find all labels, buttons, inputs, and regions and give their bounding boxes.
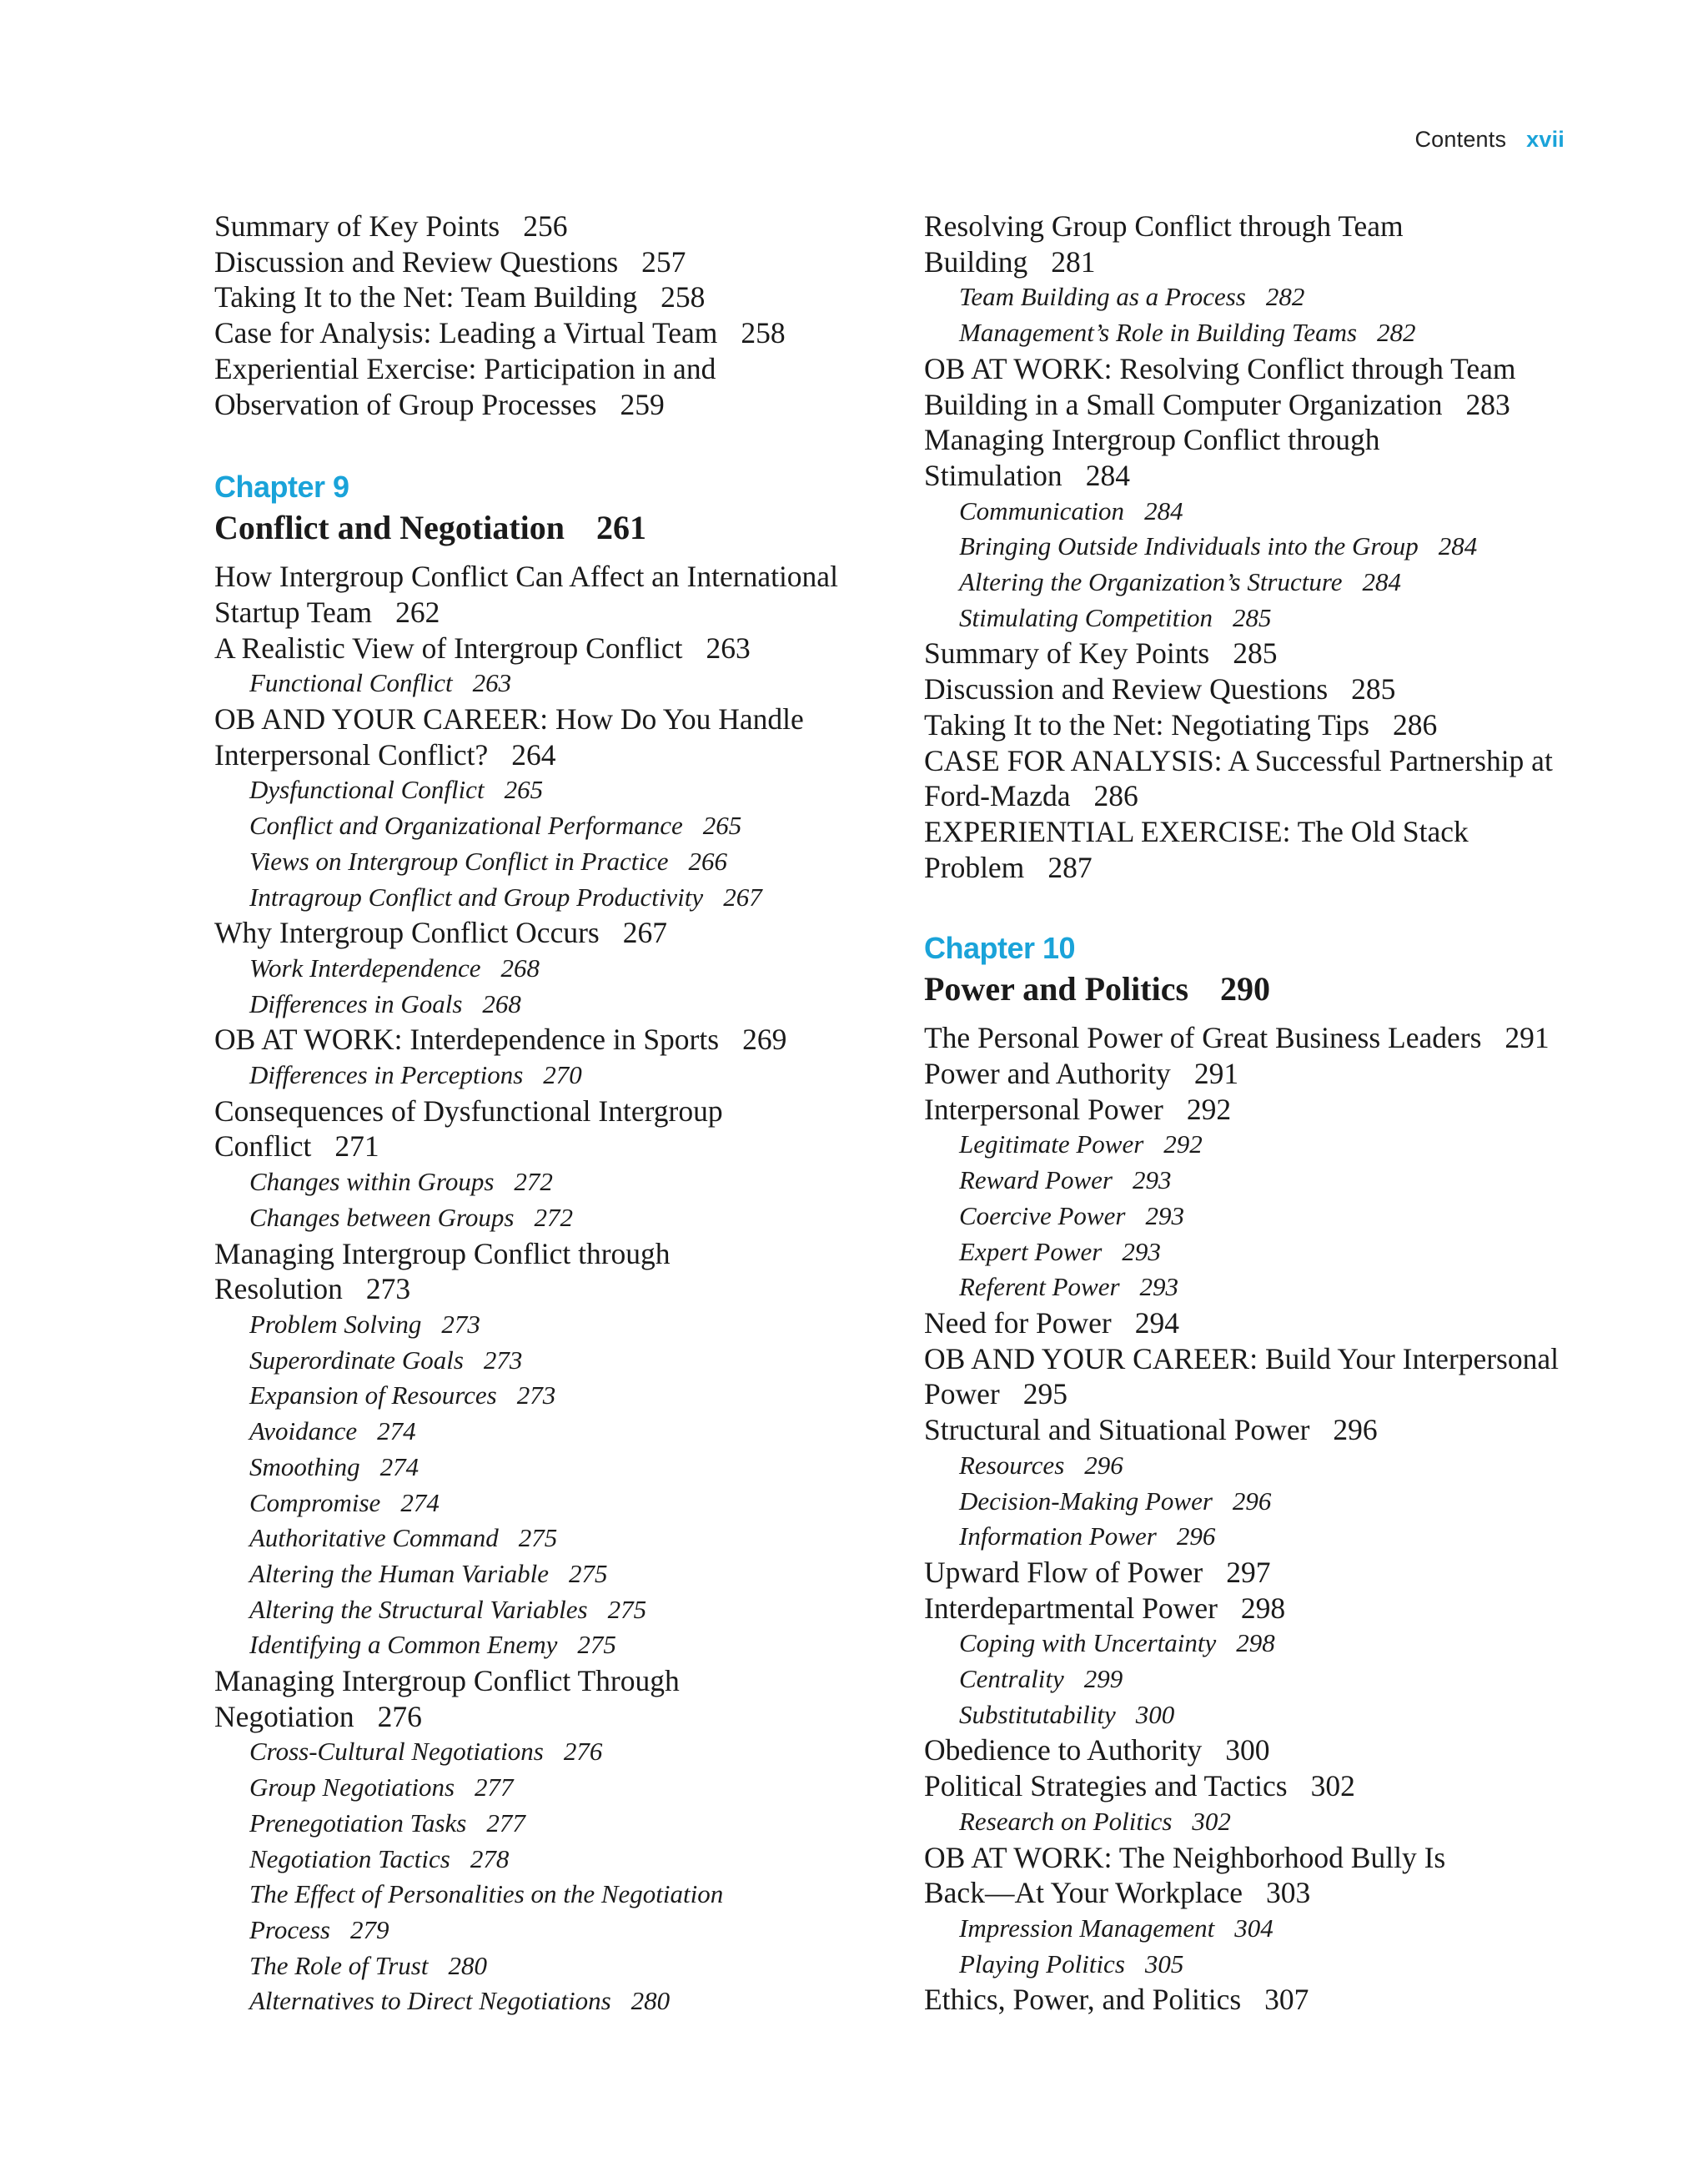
toc-entry-title: OB AT WORK: Resolving Conflict through Team	[924, 351, 1516, 385]
toc-entry	[924, 209, 1591, 244]
toc-entry-title: Communication	[959, 495, 1125, 525]
toc-entry-page: 258	[661, 280, 706, 314]
toc-entry	[924, 636, 1591, 671]
toc-entry-page: 259	[620, 387, 665, 421]
toc-entry-title: Stimulating Competition	[959, 602, 1213, 632]
toc-subentry	[924, 1199, 1591, 1234]
toc-entry-title: Upward Flow of Power	[924, 1555, 1203, 1589]
toc-entry-page: 263	[706, 631, 751, 665]
toc-entry	[924, 387, 1591, 423]
toc-entry-page: 291	[1505, 1021, 1550, 1055]
toc-entry	[924, 1840, 1591, 1876]
toc-entry-page: 275	[607, 1594, 647, 1624]
toc-entry	[214, 1699, 865, 1735]
chapter-label: Chapter 10	[924, 931, 1076, 966]
toc-entry-page: 286	[1392, 707, 1438, 742]
toc-entry-page: 277	[486, 1807, 525, 1838]
toc-entry-page: 285	[1232, 602, 1272, 632]
toc-entry-page: 300	[1225, 1733, 1270, 1767]
toc-entry-page: 293	[1122, 1236, 1161, 1266]
toc-subentry	[214, 1521, 865, 1556]
toc-entry-page: 285	[1351, 672, 1396, 706]
toc-entry-title: Decision-Making Power	[959, 1486, 1213, 1516]
toc-entry-page: 276	[377, 1699, 422, 1733]
toc-entry-title: Problem	[924, 850, 1025, 884]
toc-entry	[924, 1732, 1591, 1768]
toc-subentry	[924, 1519, 1591, 1555]
toc-entry-title: Negotiation Tactics	[249, 1843, 450, 1873]
toc-entry-page: 291	[1193, 1057, 1239, 1091]
toc-entry-title: Impression Management	[959, 1913, 1215, 1943]
toc-entry-title: Functional Conflict	[249, 668, 453, 698]
toc-entry-title: Smoothing	[249, 1451, 360, 1481]
toc-entry	[924, 1591, 1591, 1626]
toc-entry-page: 302	[1310, 1769, 1355, 1803]
toc-entry-title: Startup Team	[214, 595, 373, 629]
toc-entry-page: 267	[622, 916, 667, 950]
chapter-9-entries	[214, 559, 865, 2019]
toc-entry-title: Taking It to the Net: Negotiating Tips	[924, 707, 1369, 742]
toc-entry-title: Work Interdependence	[249, 953, 481, 983]
toc-entry-page: 307	[1264, 1983, 1309, 2017]
toc-entry-page: 268	[482, 988, 521, 1018]
toc-entry-page: 273	[365, 1272, 411, 1306]
toc-entry-title: Differences in Perceptions	[249, 1060, 524, 1090]
toc-subentry	[924, 1484, 1591, 1520]
toc-entry	[924, 671, 1591, 707]
toc-entry-title: Problem Solving	[249, 1309, 422, 1339]
toc-entry-page: 294	[1134, 1305, 1180, 1340]
toc-entry-title: Need for Power	[924, 1305, 1112, 1340]
toc-entry-page: 303	[1266, 1876, 1311, 1910]
toc-entry-title: Superordinate Goals	[249, 1345, 464, 1375]
toc-entry	[214, 1129, 865, 1164]
toc-entry-page: 292	[1186, 1092, 1232, 1126]
toc-subentry	[924, 1234, 1591, 1270]
toc-entry-title: Taking It to the Net: Team Building	[214, 280, 638, 314]
toc-entry-title: OB AND YOUR CAREER: Build Your Interpersonal	[924, 1341, 1559, 1375]
toc-entry-page: 273	[483, 1345, 523, 1375]
toc-subentry	[214, 844, 865, 880]
toc-entry-page: 286	[1093, 779, 1138, 813]
toc-entry-title: Ford-Mazda	[924, 779, 1071, 813]
toc-entry-page: 299	[1083, 1664, 1123, 1694]
toc-entry	[924, 351, 1591, 387]
toc-entry-page: 293	[1145, 1200, 1184, 1230]
toc-entry-title: Identifying a Common Enemy	[249, 1630, 558, 1660]
toc-entry-page: 257	[641, 244, 686, 279]
toc-entry-title: The Effect of Personalities on the Negotiation	[249, 1879, 724, 1909]
toc-entry-page: 265	[702, 811, 742, 841]
toc-entry-page: 296	[1084, 1450, 1123, 1480]
toc-entry	[924, 743, 1591, 779]
toc-entry-title: OB AT WORK: The Neighborhood Bully Is	[924, 1840, 1446, 1874]
toc-entry-page: 284	[1085, 458, 1130, 492]
toc-entry-title: Bringing Outside Individuals into the Group	[959, 531, 1419, 561]
toc-entry-page: 274	[379, 1451, 419, 1481]
toc-entry	[214, 315, 865, 351]
toc-subentry	[924, 1697, 1591, 1733]
toc-entry-title: Avoidance	[249, 1416, 358, 1446]
toc-subentry	[214, 1842, 865, 1878]
toc-entry-page: 298	[1236, 1628, 1275, 1658]
toc-entry-title: OB AT WORK: Interdependence in Sports	[214, 1023, 720, 1057]
toc-entry	[924, 1768, 1591, 1804]
toc-entry	[214, 701, 865, 737]
toc-entry-page: 296	[1232, 1486, 1272, 1516]
toc-entry-page: 268	[500, 953, 540, 983]
toc-entry-title: Process	[249, 1914, 330, 1944]
toc-subentry	[924, 601, 1591, 636]
toc-subentry	[214, 1913, 865, 1948]
toc-entry-page: 264	[511, 737, 556, 772]
toc-entry-page: 284	[1438, 531, 1478, 561]
toc-entry-page: 295	[1022, 1377, 1068, 1411]
toc-entry-page: 282	[1265, 282, 1305, 312]
left-column	[214, 209, 865, 2019]
toc-entry-title: Interdepartmental Power	[924, 1591, 1218, 1625]
toc-entry-title: Case for Analysis: Leading a Virtual Team	[214, 316, 718, 350]
toc-entry-title: Compromise	[249, 1487, 381, 1517]
toc-subentry	[924, 1163, 1591, 1199]
toc-entry-title: The Personal Power of Great Business Leaders	[924, 1021, 1482, 1055]
toc-entry	[214, 1271, 865, 1307]
toc-entry-title: Summary of Key Points	[924, 636, 1210, 671]
toc-entry-page: 305	[1144, 1948, 1184, 1978]
toc-entry-page: 275	[518, 1523, 558, 1553]
toc-subentry	[214, 666, 865, 701]
toc-entry-page: 280	[448, 1950, 487, 1980]
toc-entry-page: 274	[377, 1416, 416, 1446]
toc-entry	[214, 737, 865, 773]
toc-entry-title: Coercive Power	[959, 1200, 1126, 1230]
toc-entry-page: 296	[1333, 1413, 1378, 1447]
toc-entry-page: 285	[1233, 636, 1278, 671]
left-top-entries	[214, 209, 865, 422]
toc-entry-page: 304	[1234, 1913, 1273, 1943]
toc-entry-page: 284	[1144, 495, 1183, 525]
toc-subentry	[214, 1450, 865, 1486]
toc-subentry	[214, 1948, 865, 1984]
toc-entry	[214, 209, 865, 244]
toc-entry-title: Centrality	[959, 1664, 1064, 1694]
toc-entry-page: 296	[1176, 1521, 1216, 1551]
toc-entry-title: Resolution	[214, 1272, 343, 1306]
toc-subentry	[214, 1877, 865, 1913]
toc-entry-title: Why Intergroup Conflict Occurs	[214, 916, 600, 950]
toc-subentry	[214, 951, 865, 987]
toc-entry	[924, 1020, 1591, 1056]
toc-entry-page: 256	[523, 209, 568, 243]
toc-entry	[924, 1056, 1591, 1092]
toc-entry	[924, 850, 1591, 886]
toc-entry-page: 281	[1051, 244, 1096, 279]
chapter-title-page: 290	[1220, 970, 1271, 1008]
toc-entry-title: A Realistic View of Intergroup Conflict	[214, 631, 683, 665]
toc-entry-page: 287	[1047, 850, 1093, 884]
chapter-10-entries	[924, 1020, 1591, 2018]
toc-entry-title: Information Power	[959, 1521, 1157, 1551]
toc-entry-title: Discussion and Review Questions	[214, 244, 619, 279]
toc-entry-title: Conflict	[214, 1129, 312, 1164]
toc-entry-title: Management’s Role in Building Teams	[959, 318, 1358, 348]
toc-entry-title: Summary of Key Points	[214, 209, 500, 243]
toc-entry-title: Managing Intergroup Conflict through	[214, 1236, 671, 1270]
toc-entry	[924, 458, 1591, 494]
toc-entry	[924, 1875, 1591, 1911]
chapter-label: Chapter 9	[214, 470, 349, 505]
toc-subentry	[214, 1592, 865, 1628]
toc-entry	[214, 1022, 865, 1058]
toc-entry-page: 270	[543, 1060, 582, 1090]
toc-subentry	[924, 1911, 1591, 1947]
toc-subentry	[924, 494, 1591, 530]
toc-entry-title: Playing Politics	[959, 1948, 1125, 1978]
toc-subentry	[214, 1414, 865, 1450]
toc-entry-page: 298	[1240, 1591, 1286, 1625]
toc-entry-title: Expansion of Resources	[249, 1380, 497, 1410]
toc-entry-page: 280	[630, 1986, 671, 2016]
toc-entry-title: Conflict and Organizational Performance	[249, 811, 683, 841]
toc-subentry	[924, 1448, 1591, 1484]
running-head-section: Contents	[1414, 127, 1507, 152]
toc-entry-title: Consequences of Dysfunctional Intergroup	[214, 1094, 723, 1128]
toc-subentry	[924, 529, 1591, 565]
toc-entry-title: Cross-Cultural Negotiations	[249, 1737, 544, 1767]
chapter-title	[214, 507, 865, 549]
toc-entry-title: Intragroup Conflict and Group Productivity	[249, 882, 704, 912]
toc-entry	[214, 595, 865, 631]
toc-entry-title: Substitutability	[959, 1699, 1116, 1729]
toc-subentry	[214, 772, 865, 808]
toc-entry-page: 292	[1163, 1129, 1203, 1159]
toc-entry-page: 269	[742, 1023, 787, 1057]
toc-subentry	[214, 1307, 865, 1343]
toc-subentry	[924, 1127, 1591, 1163]
toc-entry-title: Coping with Uncertainty	[959, 1628, 1217, 1658]
toc-entry-page: 293	[1132, 1165, 1172, 1195]
toc-entry	[924, 1341, 1591, 1377]
toc-entry-page: 272	[534, 1202, 573, 1232]
toc-entry	[214, 559, 865, 595]
toc-entry-page: 283	[1465, 387, 1510, 421]
chapter-title	[924, 968, 1591, 1010]
toc-entry	[924, 1412, 1591, 1448]
toc-entry-title: Ethics, Power, and Politics	[924, 1983, 1242, 2017]
toc-subentry	[214, 808, 865, 844]
toc-entry	[214, 279, 865, 315]
toc-entry-page: 278	[470, 1843, 510, 1873]
toc-entry-page: 267	[723, 882, 762, 912]
toc-entry-title: The Role of Trust	[249, 1950, 429, 1980]
toc-subentry	[214, 1627, 865, 1663]
toc-subentry	[214, 987, 865, 1023]
toc-entry-title: Authoritative Command	[249, 1523, 499, 1553]
toc-entry-page: 271	[334, 1129, 379, 1164]
toc-subentry	[214, 880, 865, 916]
toc-entry-title: Observation of Group Processes	[214, 387, 597, 421]
toc-entry-title: Negotiation	[214, 1699, 354, 1733]
chapter-title-text: Conflict and Negotiation	[214, 509, 565, 547]
toc-entry-page: 275	[577, 1630, 616, 1660]
toc-subentry	[214, 1983, 865, 2019]
toc-subentry	[214, 1486, 865, 1521]
toc-entry	[924, 778, 1591, 814]
toc-entry	[924, 1305, 1591, 1341]
toc-entry-title: Discussion and Review Questions	[924, 672, 1329, 706]
toc-subentry	[214, 1343, 865, 1379]
toc-subentry	[214, 1200, 865, 1236]
toc-entry-page: 297	[1226, 1555, 1271, 1589]
toc-subentry	[924, 279, 1591, 315]
toc-entry	[924, 1982, 1591, 2018]
chapter-10-block	[924, 928, 1591, 2018]
toc-entry	[924, 422, 1591, 458]
toc-entry-page: 300	[1135, 1699, 1175, 1729]
toc-entry-page: 282	[1377, 318, 1416, 348]
toc-entry	[214, 244, 865, 280]
toc-entry-title: Changes within Groups	[249, 1167, 495, 1197]
toc-entry-title: Group Negotiations	[249, 1772, 455, 1802]
toc-entry-page: 273	[516, 1380, 556, 1410]
toc-entry-title: Team Building as a Process	[959, 282, 1246, 312]
toc-entry-page: 284	[1362, 567, 1402, 597]
running-head-page-number: xvii	[1526, 127, 1565, 152]
toc-entry-title: Power and Authority	[924, 1057, 1171, 1091]
toc-entry-page: 276	[563, 1737, 603, 1767]
toc-entry	[924, 1092, 1591, 1128]
toc-entry	[214, 915, 865, 951]
toc-entry-title: Structural and Situational Power	[924, 1413, 1310, 1447]
right-column	[924, 209, 1591, 2018]
toc-subentry	[924, 1947, 1591, 1983]
toc-subentry	[214, 1556, 865, 1592]
toc-entry-title: Altering the Structural Variables	[249, 1594, 588, 1624]
toc-entry-title: Interpersonal Conflict?	[214, 737, 489, 772]
right-top-entries	[924, 209, 1591, 885]
toc-entry-title: Interpersonal Power	[924, 1092, 1163, 1126]
toc-entry-title: Legitimate Power	[959, 1129, 1144, 1159]
toc-subentry	[924, 1269, 1591, 1305]
toc-entry-page: 293	[1139, 1272, 1179, 1302]
toc-entry-title: Research on Politics	[959, 1806, 1173, 1836]
toc-entry-title: How Intergroup Conflict Can Affect an International	[214, 560, 838, 594]
toc-entry-title: Experiential Exercise: Participation in and	[214, 351, 716, 385]
toc-entry	[924, 244, 1591, 280]
toc-entry-title: Altering the Human Variable	[249, 1558, 550, 1588]
toc-subentry	[214, 1058, 865, 1094]
toc-entry-page: 273	[441, 1309, 480, 1339]
toc-entry-title: Changes between Groups	[249, 1202, 515, 1232]
toc-entry-page: 272	[514, 1167, 553, 1197]
toc-entry	[214, 1663, 865, 1699]
toc-entry-title: Building	[924, 244, 1028, 279]
toc-entry	[214, 387, 865, 423]
toc-entry-title: Obedience to Authority	[924, 1733, 1203, 1767]
toc-entry-title: Prenegotiation Tasks	[249, 1807, 467, 1838]
toc-entry-title: Alternatives to Direct Negotiations	[249, 1986, 611, 2016]
toc-entry-title: Views on Intergroup Conflict in Practice	[249, 846, 669, 876]
toc-entry-page: 275	[569, 1558, 608, 1588]
chapter-title-page: 261	[596, 509, 646, 547]
toc-entry	[214, 1236, 865, 1272]
toc-entry-page: 263	[472, 668, 512, 698]
toc-entry-title: Managing Intergroup Conflict through	[924, 423, 1380, 457]
toc-entry-title: Reward Power	[959, 1165, 1113, 1195]
toc-entry	[924, 1555, 1591, 1591]
toc-subentry	[924, 315, 1591, 351]
toc-entry-title: EXPERIENTIAL EXERCISE: The Old Stack	[924, 814, 1469, 848]
toc-entry	[924, 814, 1591, 850]
chapter-9-block	[214, 467, 865, 2019]
toc-entry-title: Power	[924, 1377, 1000, 1411]
toc-subentry	[924, 1804, 1591, 1840]
toc-entry-title: Building in a Small Computer Organization	[924, 387, 1443, 421]
toc-subentry	[924, 1626, 1591, 1662]
toc-entry-title: Altering the Organization’s Structure	[959, 567, 1343, 597]
toc-entry-page: 302	[1192, 1806, 1231, 1836]
toc-entry	[924, 707, 1591, 743]
toc-entry-title: Expert Power	[959, 1236, 1103, 1266]
running-head	[1414, 127, 1565, 153]
toc-entry	[214, 351, 865, 387]
toc-entry-title: OB AND YOUR CAREER: How Do You Handle	[214, 702, 804, 737]
toc-entry	[924, 1376, 1591, 1412]
toc-entry-title: Back—At Your Workplace	[924, 1876, 1243, 1910]
toc-entry-title: Differences in Goals	[249, 988, 463, 1018]
toc-entry-title: Managing Intergroup Conflict Through	[214, 1664, 680, 1698]
toc-entry-page: 266	[688, 846, 728, 876]
toc-entry-title: Resources	[959, 1450, 1065, 1480]
toc-entry-page: 258	[741, 316, 786, 350]
toc-entry	[214, 631, 865, 666]
toc-subentry	[924, 1662, 1591, 1697]
toc-subentry	[924, 565, 1591, 601]
toc-subentry	[214, 1734, 865, 1770]
toc-entry-title: Political Strategies and Tactics	[924, 1769, 1288, 1803]
toc-entry-title: Referent Power	[959, 1272, 1120, 1302]
toc-subentry	[214, 1164, 865, 1200]
chapter-title-text: Power and Politics	[924, 970, 1189, 1008]
toc-entry-page: 265	[504, 775, 544, 805]
toc-entry-title: Dysfunctional Conflict	[249, 775, 485, 805]
toc-subentry	[214, 1378, 865, 1414]
toc-entry-title: Stimulation	[924, 458, 1062, 492]
toc-entry-page: 277	[475, 1772, 514, 1802]
toc-entry-title: CASE FOR ANALYSIS: A Successful Partnership at	[924, 743, 1553, 777]
toc-entry-page: 279	[350, 1914, 389, 1944]
toc-entry-page: 262	[395, 595, 440, 629]
toc-subentry	[214, 1806, 865, 1842]
toc-subentry	[214, 1770, 865, 1806]
toc-entry	[214, 1094, 865, 1129]
toc-entry-title: Resolving Group Conflict through Team	[924, 209, 1404, 243]
toc-entry-page: 274	[400, 1487, 440, 1517]
